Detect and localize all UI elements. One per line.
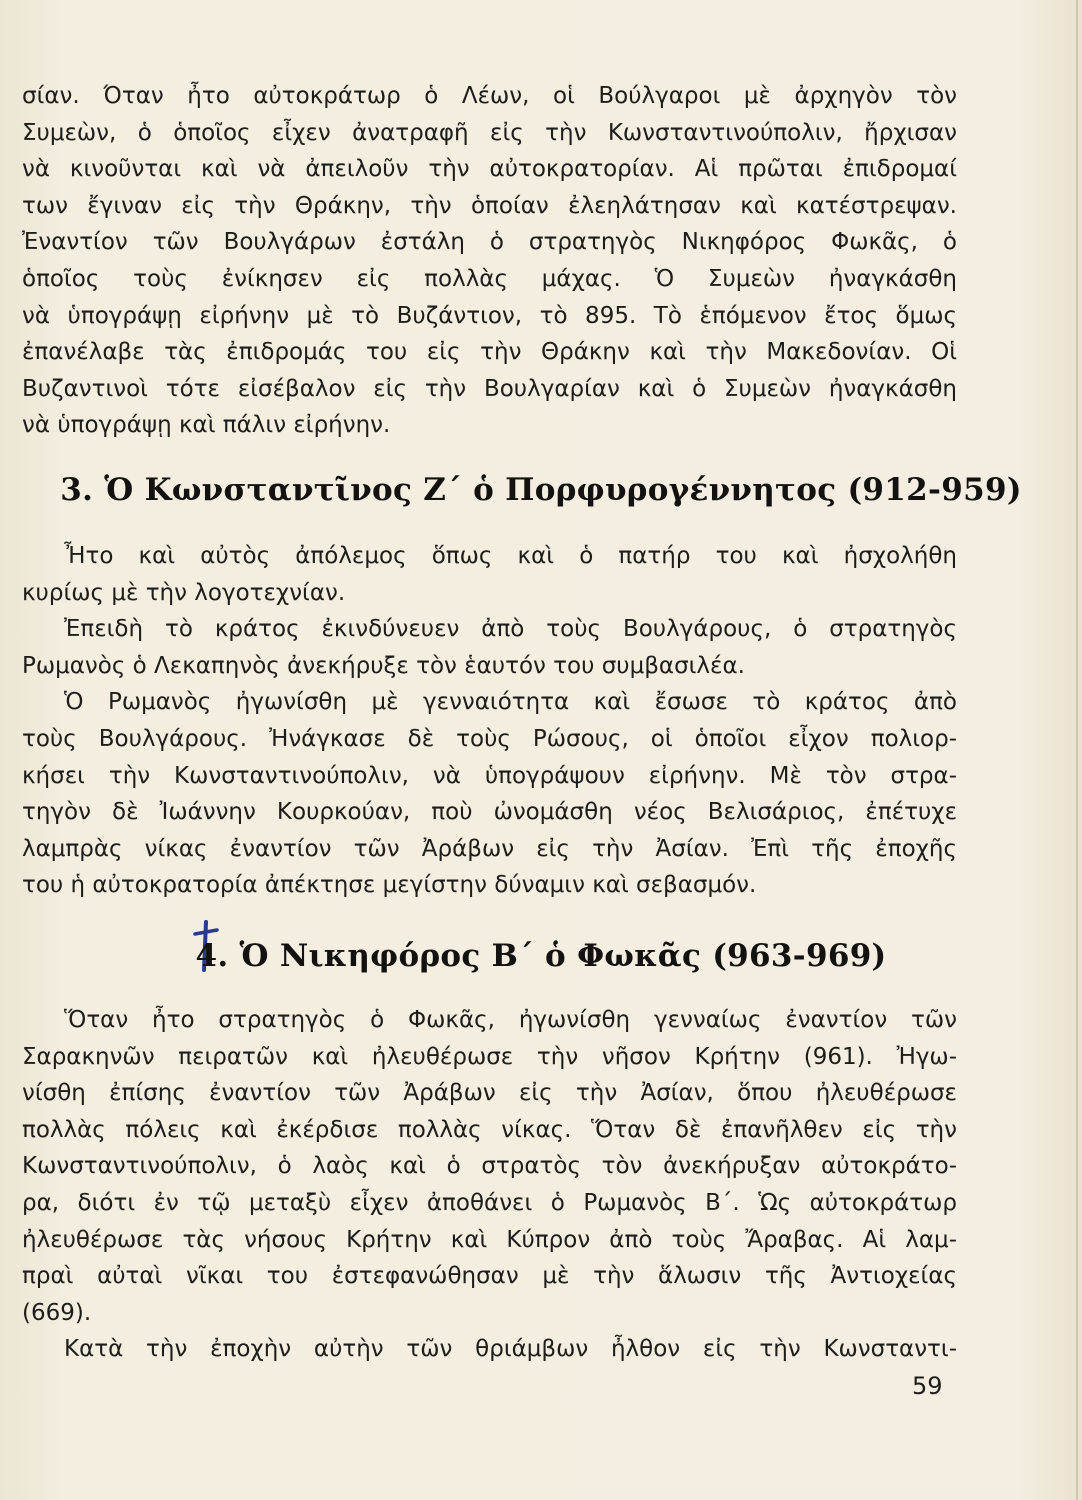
text-line: Ὁ Ρωμανὸς ἠγωνίσθη μὲ γενναιότητα καὶ ἔσωσε τὸ κράτος ἀπὸ <box>64 689 957 716</box>
section-4-heading: 4. Ὁ Νικηφόρος Β΄ ὁ Φωκᾶς (963-969) <box>195 938 887 974</box>
paragraph-intro <box>22 78 957 444</box>
text-line: (669). <box>22 1299 92 1326</box>
text-line: ρα, διότι ἐν τῷ μεταξὺ εἶχεν ἀποθάνει ὁ Ρωμανὸς Β΄. Ὡς αὐτοκράτωρ <box>22 1189 957 1216</box>
text-line: των ἔγιναν εἰς τὴν Θράκην, τὴν ὁποίαν ἐλεηλάτησαν καὶ κατέστρεψαν. <box>22 192 957 219</box>
text-line: λαμπρὰς νίκας ἐναντίον τῶν Ἀράβων εἰς τὴν Ἀσίαν. Ἐπὶ τῆς ἐποχῆς <box>22 835 957 862</box>
text-line: Ρωμανὸς ὁ Λεκαπηνὸς ἀνεκήρυξε τὸν ἑαυτόν του συμβασιλέα. <box>22 652 745 679</box>
section-4-body <box>22 1002 957 1368</box>
text-line: κυρίως μὲ τὴν λογοτεχνίαν. <box>22 579 346 606</box>
text-line: νὰ ὑπογράψῃ εἰρήνην μὲ τὸ Βυζάντιον, τὸ 895. Τὸ ἑπόμενον ἔτος ὅμως <box>22 302 957 329</box>
text-line: Συμεὼν, ὁ ὁποῖος εἶχεν ἀνατραφῆ εἰς τὴν Κωνσταντινούπολιν, ἤρχισαν <box>22 119 957 146</box>
text-line: νίσθη ἐπίσης ἐναντίον τῶν Ἀράβων εἰς τὴν Ἀσίαν, ὅπου ἠλευθέρωσε <box>22 1080 957 1107</box>
text-line: ἠλευθέρωσε τὰς νήσους Κρήτην καὶ Κύπρον ἀπὸ τοὺς Ἄραβας. Αἱ λαμ- <box>22 1226 957 1253</box>
text-line: Κωνσταντινούπολιν, ὁ λαὸς καὶ ὁ στρατὸς τὸν ἀνεκήρυξαν αὐτοκράτο- <box>22 1153 957 1180</box>
text-line: Βυζαντινοὶ τότε εἰσέβαλον εἰς τὴν Βουλγαρίαν καὶ ὁ Συμεὼν ἠναγκάσθη <box>22 375 957 402</box>
text-line: Ἐναντίον τῶν Βουλγάρων ἐστάλη ὁ στρατηγὸς Νικηφόρος Φωκᾶς, ὁ <box>22 229 957 256</box>
text-line: Κατὰ τὴν ἐποχὴν αὐτὴν τῶν θριάμβων ἦλθον εἰς τὴν Κωνσταντι- <box>64 1336 957 1363</box>
text-line: ἐπανέλαβε τὰς ἐπιδρομάς του εἰς τὴν Θράκην καὶ τὴν Μακεδονίαν. Οἱ <box>22 339 957 366</box>
text-line: ὁποῖος τοὺς ἐνίκησεν εἰς πολλὰς μάχας. Ὁ Συμεὼν ἠναγκάσθη <box>22 265 957 292</box>
section-3-body <box>22 538 957 904</box>
page-number: 59 <box>912 1372 943 1400</box>
page-edge <box>1076 0 1078 1500</box>
text-line: του ἡ αὐτοκρατορία ἀπέκτησε μεγίστην δύναμιν καὶ σεβασμόν. <box>22 872 757 899</box>
text-line: Σαρακηνῶν πειρατῶν καὶ ἠλευθέρωσε τὴν νῆσον Κρήτην (961). Ἠγω- <box>22 1043 957 1070</box>
text-line: Ἦτο καὶ αὐτὸς ἀπόλεμος ὅπως καὶ ὁ πατήρ του καὶ ἠσχολήθη <box>64 543 957 569</box>
text-line: τοὺς Βουλγάρους. Ἠνάγκασε δὲ τοὺς Ρώσους, οἱ ὁποῖοι εἶχον πολιορ- <box>22 725 957 752</box>
text-line: κήσει τὴν Κωνσταντινούπολιν, νὰ ὑπογράψουν εἰρήνην. Μὲ τὸν στρα- <box>22 762 957 789</box>
text-line: νὰ κινοῦνται καὶ νὰ ἀπειλοῦν τὴν αὐτοκρατορίαν. Αἱ πρῶται ἐπιδρομαί <box>22 156 957 183</box>
text-line: Ἐπειδὴ τὸ κράτος ἐκινδύνευεν ἀπὸ τοὺς Βουλγάρους, ὁ στρατηγὸς <box>64 616 957 643</box>
text-line: πραὶ αὐταὶ νῖκαι του ἐστεφανώθησαν μὲ τὴν ἅλωσιν τῆς Ἀντιοχείας <box>22 1263 957 1290</box>
text-line: νὰ ὑπογράψῃ καὶ πάλιν εἰρήνην. <box>22 412 391 439</box>
text-line: τηγὸν δὲ Ἰωάννην Κουρκούαν, ποὺ ὠνομάσθη νέος Βελισάριος, ἐπέτυχε <box>22 799 957 826</box>
text-line: σίαν. Όταν ἦτο αὐτοκράτωρ ὁ Λέων, οἱ Βούλγαροι μὲ ἀρχηγὸν τὸν <box>22 83 957 109</box>
text-line: Ὅταν ἦτο στρατηγὸς ὁ Φωκᾶς, ἠγωνίσθη γενναίως ἐναντίον τῶν <box>64 1007 957 1033</box>
section-3-heading: 3. Ὁ Κωνσταντῖνος Ζ΄ ὁ Πορφυρογέννητος (912-959) <box>60 472 1022 508</box>
text-line: πολλὰς πόλεις καὶ ἐκέρδισε πολλὰς νίκας. Ὅταν δὲ ἐπανῆλθεν εἰς τὴν <box>22 1116 957 1143</box>
